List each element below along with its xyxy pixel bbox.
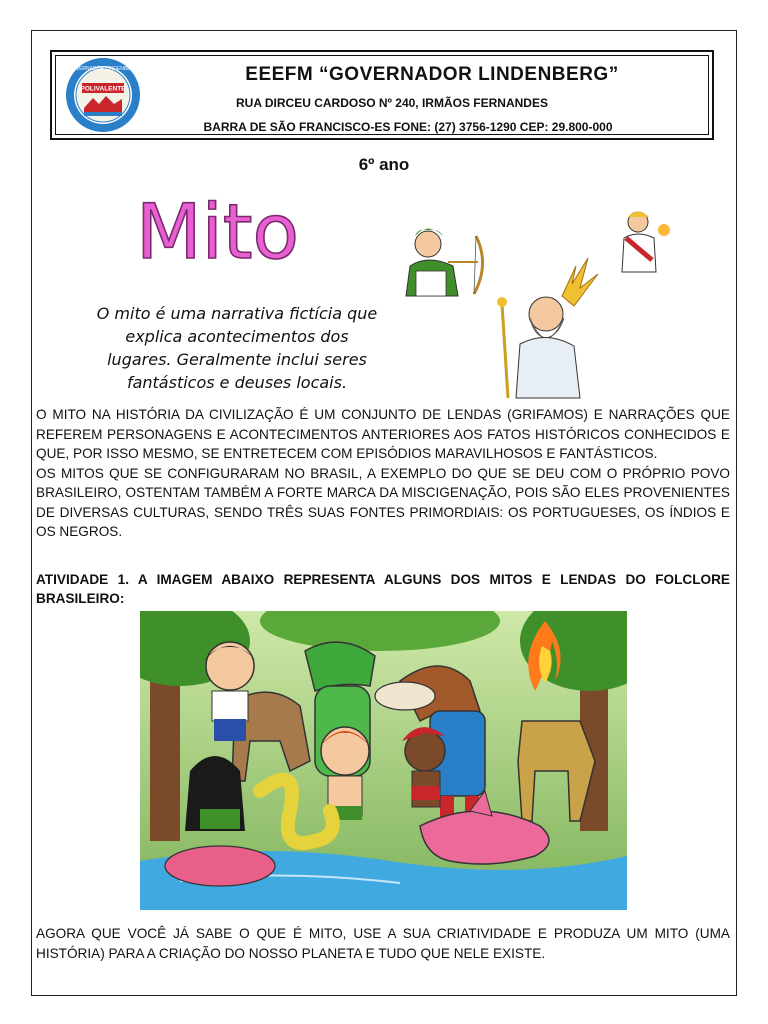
school-name: EEEFM “GOVERNADOR LINDENBERG”	[245, 64, 619, 85]
greek-gods-illustration-icon	[388, 196, 688, 401]
logo-ring-text: GOVERNADOR LINDENBERG	[67, 66, 139, 72]
writing-prompt: AGORA QUE VOCÊ JÁ SABE O QUE É MITO, USE A SUA CRIATIVIDADE E PRODUZA UM MITO (UMA HISTÓRIA) PARA A CRIAÇÃO DO NOSSO PLANETA E TUDO QUE NELE EXISTE.	[36, 926, 730, 961]
school-address: RUA DIRCEU CARDOSO Nº 240, IRMÃOS FERNANDES	[236, 96, 548, 110]
logo-text: POLIVALENTE	[80, 85, 126, 93]
mito-explanation	[36, 405, 730, 542]
mito-definition: O mito é uma narrativa fictícia que explica acontecimentos dos lugares. Geralmente inclui seres fantásticos e deuses locais.	[96, 304, 378, 392]
mito-title	[132, 188, 352, 278]
school-header	[50, 50, 714, 140]
paragraph-2: OS MITOS QUE SE CONFIGURARAM NO BRASIL, A EXEMPLO DO QUE SE DEU COM O PRÓPRIO POVO BRASILEIRO, OSTENTAM TAMBÉM A FORTE MARCA DA MISCIGENAÇÃO, POIS SÃO ELES PROVENIENTES DE DIVERSAS CULTURAS, SENDO TRÊS SUAS FONTES PRIMORDIAIS: OS PORTUGUESES, OS ÍNDIOS E OS NEGROS.	[36, 465, 730, 539]
school-logo-icon	[60, 56, 146, 134]
paragraph-1: O MITO NA HISTÓRIA DA CIVILIZAÇÃO É UM CONJUNTO DE LENDAS (GRIFAMOS) E NARRAÇÕES QUE REFEREM PERSONAGENS E ACONTECIMENTOS ANTERIORES AOS FATOS HISTÓRICOS CONHECIDOS E QUE, POR ISSO MESMO, SE ENTRETECEM COM EPISÓDIOS MARAVILHOSOS E FANTÁSTICOS.	[36, 407, 730, 461]
activity-1-heading: ATIVIDADE 1. A IMAGEM ABAIXO REPRESENTA ALGUNS DOS MITOS E LENDAS DO FOLCLORE BRASILEIRO:	[36, 572, 730, 606]
grade-label: 6º ano	[358, 155, 410, 174]
mito-title-text: Mito	[136, 188, 299, 276]
school-city-phone-cep: BARRA DE SÃO FRANCISCO-ES FONE: (27) 3756-1290 CEP: 29.800-000	[203, 120, 613, 134]
folklore-characters-illustration-icon	[140, 611, 627, 910]
